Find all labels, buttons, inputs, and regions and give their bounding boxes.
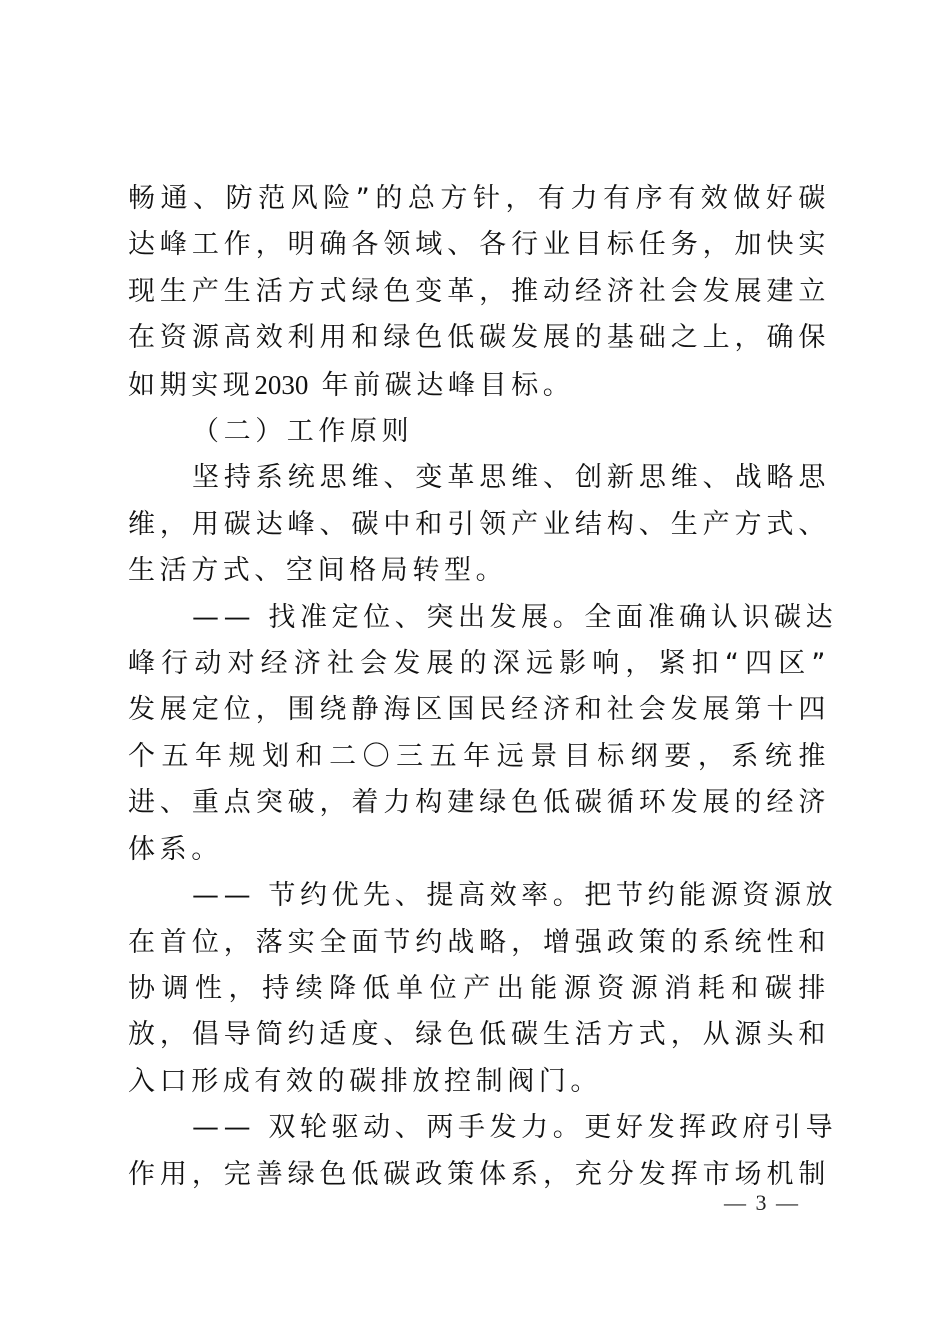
text-line: —— 双轮驱动、两手发力。更好发挥政府引导 <box>192 1112 838 1144</box>
text-line: 个五年规划和二〇三五年远景目标纲要，系统推 <box>128 740 830 772</box>
text-line: 进、重点突破，着力构建绿色低碳循环发展的经济 <box>128 787 830 819</box>
paragraph-p2 <box>128 409 830 455</box>
text-line: —— 找准定位、突出发展。全面准确认识碳达 <box>192 601 838 633</box>
text-line: 发展定位，围绕静海区国民经济和社会发展第十四 <box>128 694 830 726</box>
paragraph-p1 <box>128 176 830 409</box>
text-line: 入口形成有效的碳排放控制阀门。 <box>128 1065 602 1097</box>
paragraph-p5 <box>128 873 838 1105</box>
text-line: 在首位，落实全面节约战略，增强政策的系统性和 <box>128 926 830 958</box>
paragraph-p4 <box>128 595 838 873</box>
text-line: 如期实现2030 年前碳达峰目标。 <box>128 369 575 401</box>
text-line: 体系。 <box>128 833 223 865</box>
text-line: 畅通、防范风险”的总方针，有力有序有效做好碳 <box>128 183 830 214</box>
document-body <box>128 176 838 1198</box>
text-line: 协调性，持续降低单位产出能源资源消耗和碳排 <box>128 972 830 1004</box>
text-line: 在资源高效利用和绿色低碳发展的基础之上，确保 <box>128 322 830 354</box>
text-line: 放，倡导简约适度、绿色低碳生活方式，从源头和 <box>128 1019 830 1051</box>
text-line: —— 节约优先、提高效率。把节约能源资源放 <box>192 880 838 912</box>
text-line: 现生产生活方式绿色变革，推动经济社会发展建立 <box>128 275 830 307</box>
text-line: 坚持系统思维、变革思维、创新思维、战略思 <box>192 462 830 494</box>
text-line: 峰行动对经济社会发展的深远影响，紧扣“四区” <box>128 648 830 680</box>
text-line: 达峰工作，明确各领域、各行业目标任务，加快实 <box>128 229 830 261</box>
text-line: 维，用碳达峰、碳中和引领产业结构、生产方式、 <box>128 508 830 540</box>
paragraph-p3 <box>128 455 830 594</box>
text-line: （二）工作原则 <box>192 416 414 448</box>
paragraph-p6 <box>128 1105 838 1198</box>
text-line: 生活方式、空间格局转型。 <box>128 555 508 587</box>
page-number: — 3 — <box>724 1190 800 1215</box>
text-line: 作用，完善绿色低碳政策体系，充分发挥市场机制 <box>128 1158 830 1190</box>
